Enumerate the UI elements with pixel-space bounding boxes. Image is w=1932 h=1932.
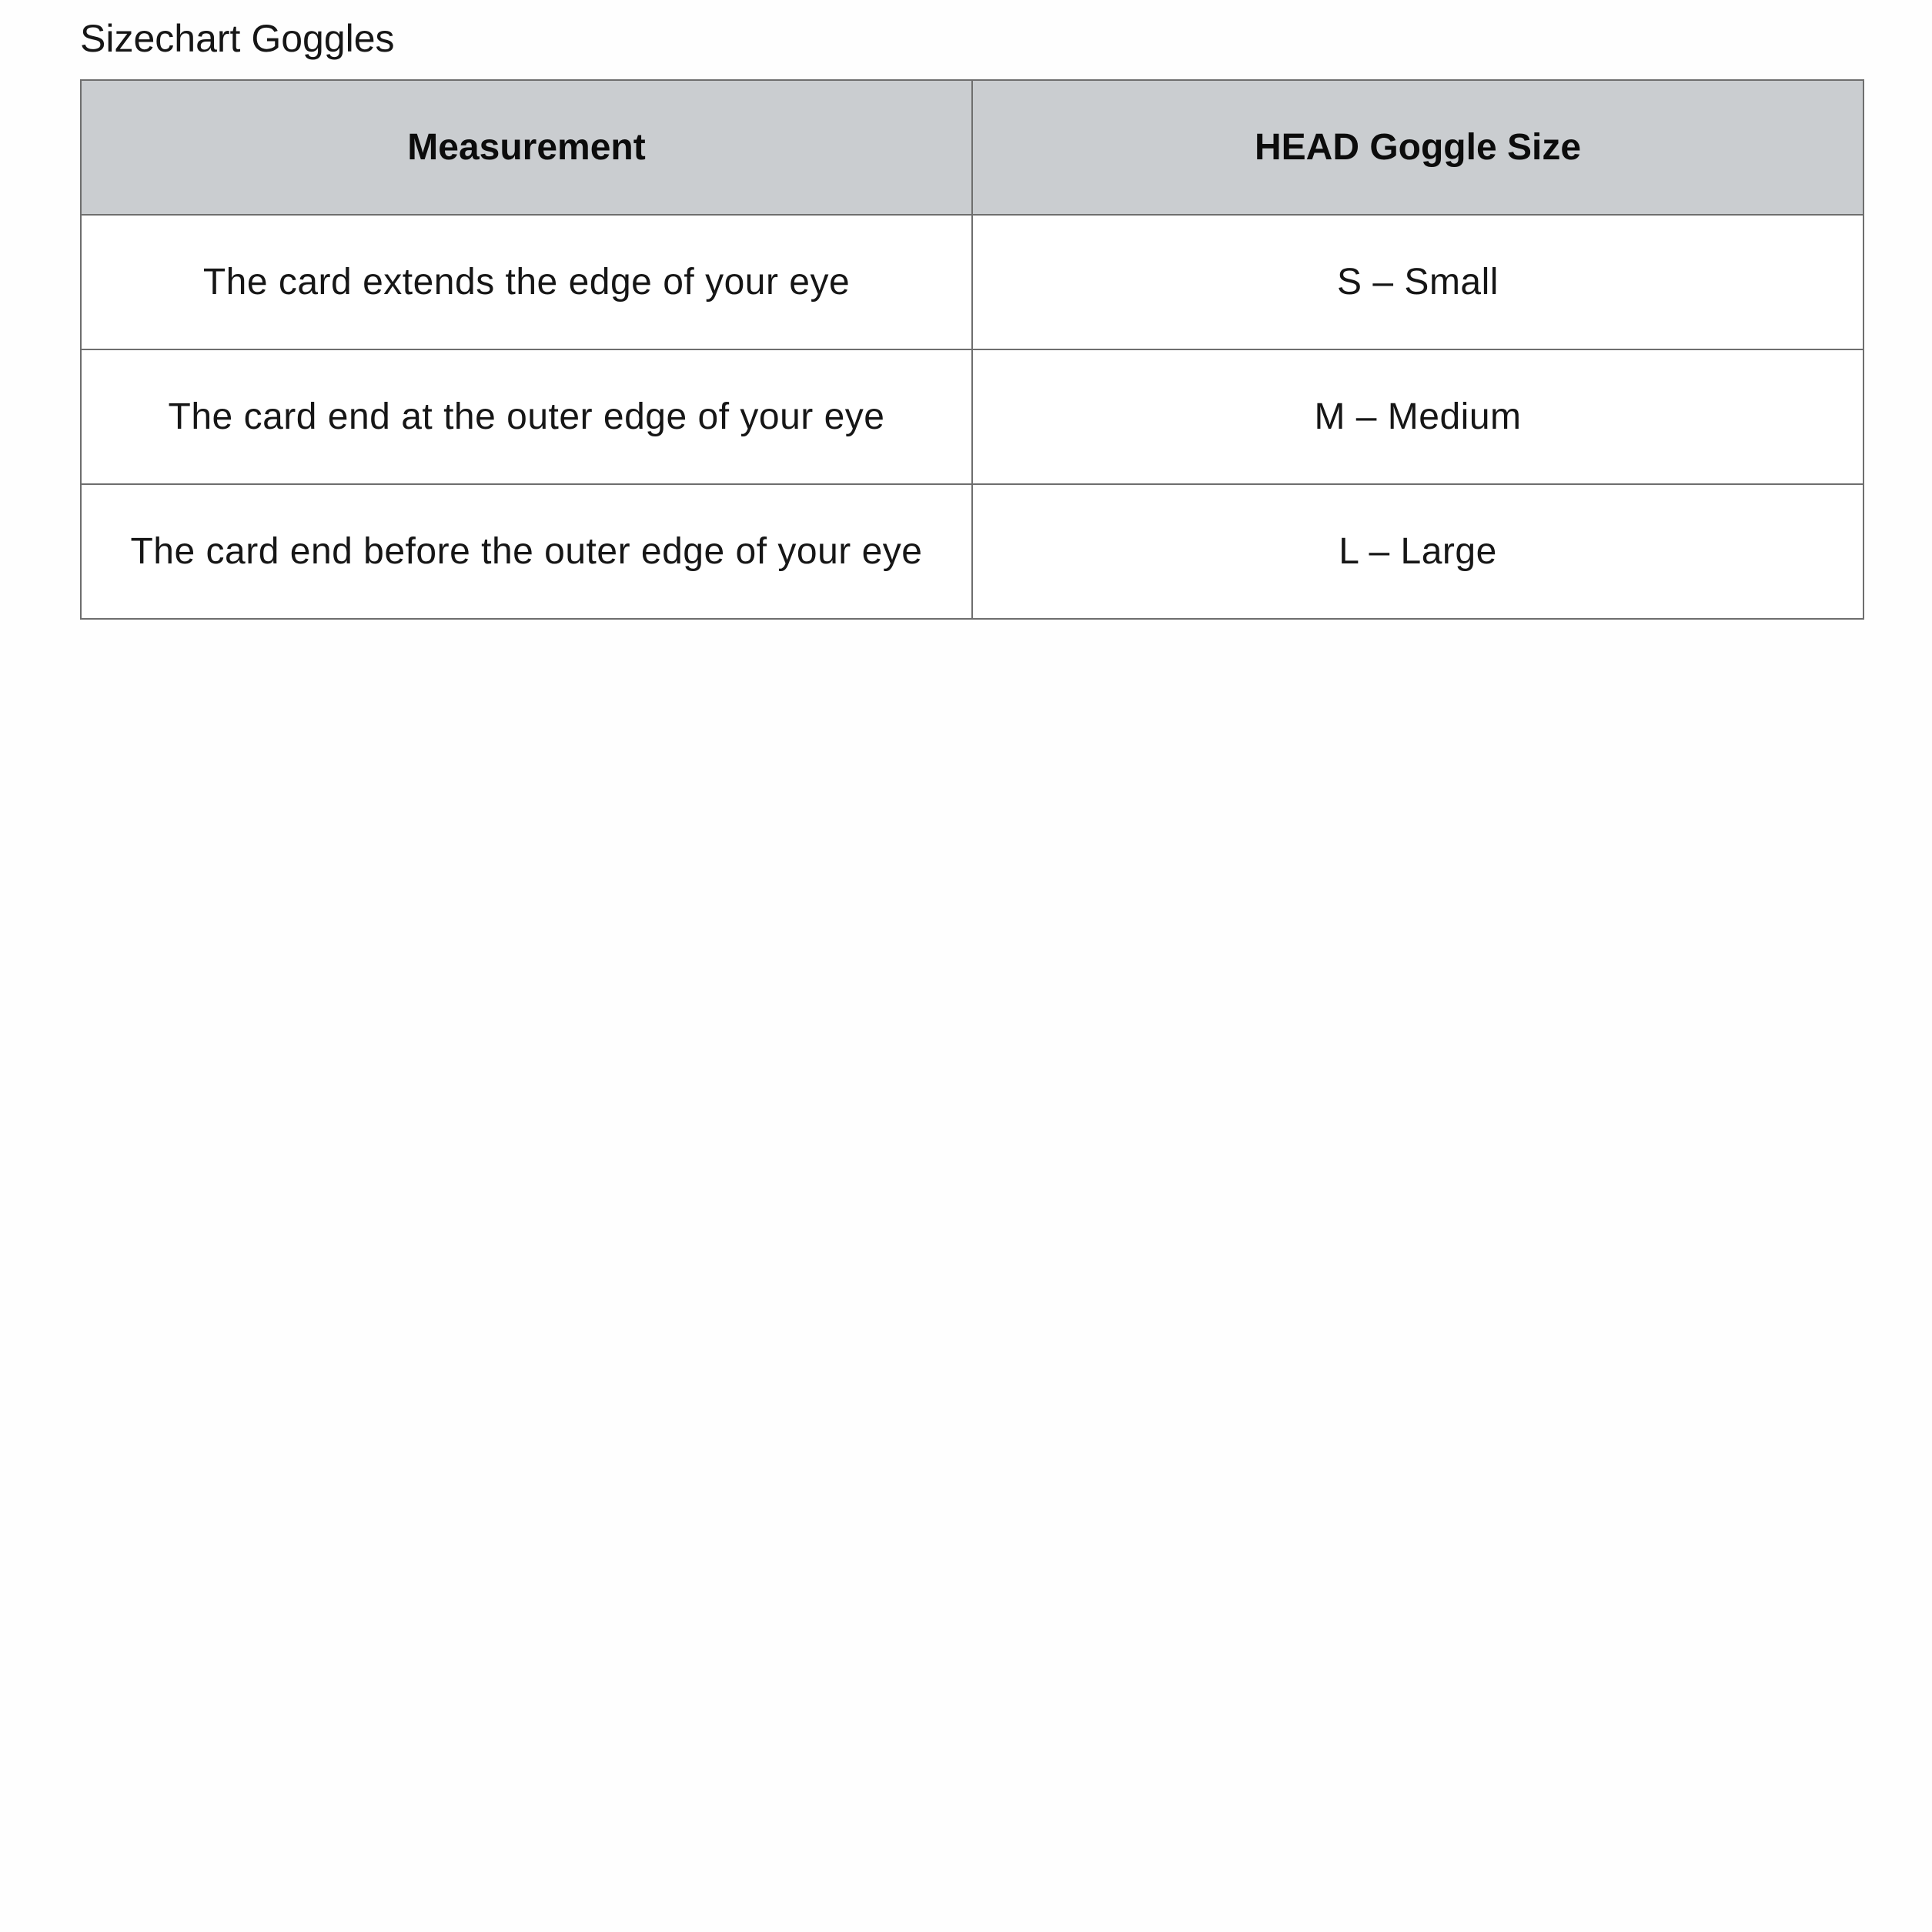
page-title: Sizechart Goggles <box>80 17 395 60</box>
table-row <box>81 484 1863 619</box>
goggle-size-cell: L – Large <box>972 484 1863 619</box>
goggle-size-cell: S – Small <box>972 215 1863 349</box>
column-header-goggle-size: HEAD Goggle Size <box>972 80 1863 215</box>
table-row <box>81 215 1863 349</box>
table-header-row <box>81 80 1863 215</box>
measurement-cell: The card end before the outer edge of your eye <box>81 484 972 619</box>
table-row <box>81 349 1863 484</box>
measurement-cell: The card extends the edge of your eye <box>81 215 972 349</box>
measurement-cell: The card end at the outer edge of your eye <box>81 349 972 484</box>
size-chart-table <box>80 79 1864 620</box>
goggle-size-cell: M – Medium <box>972 349 1863 484</box>
column-header-measurement: Measurement <box>81 80 972 215</box>
